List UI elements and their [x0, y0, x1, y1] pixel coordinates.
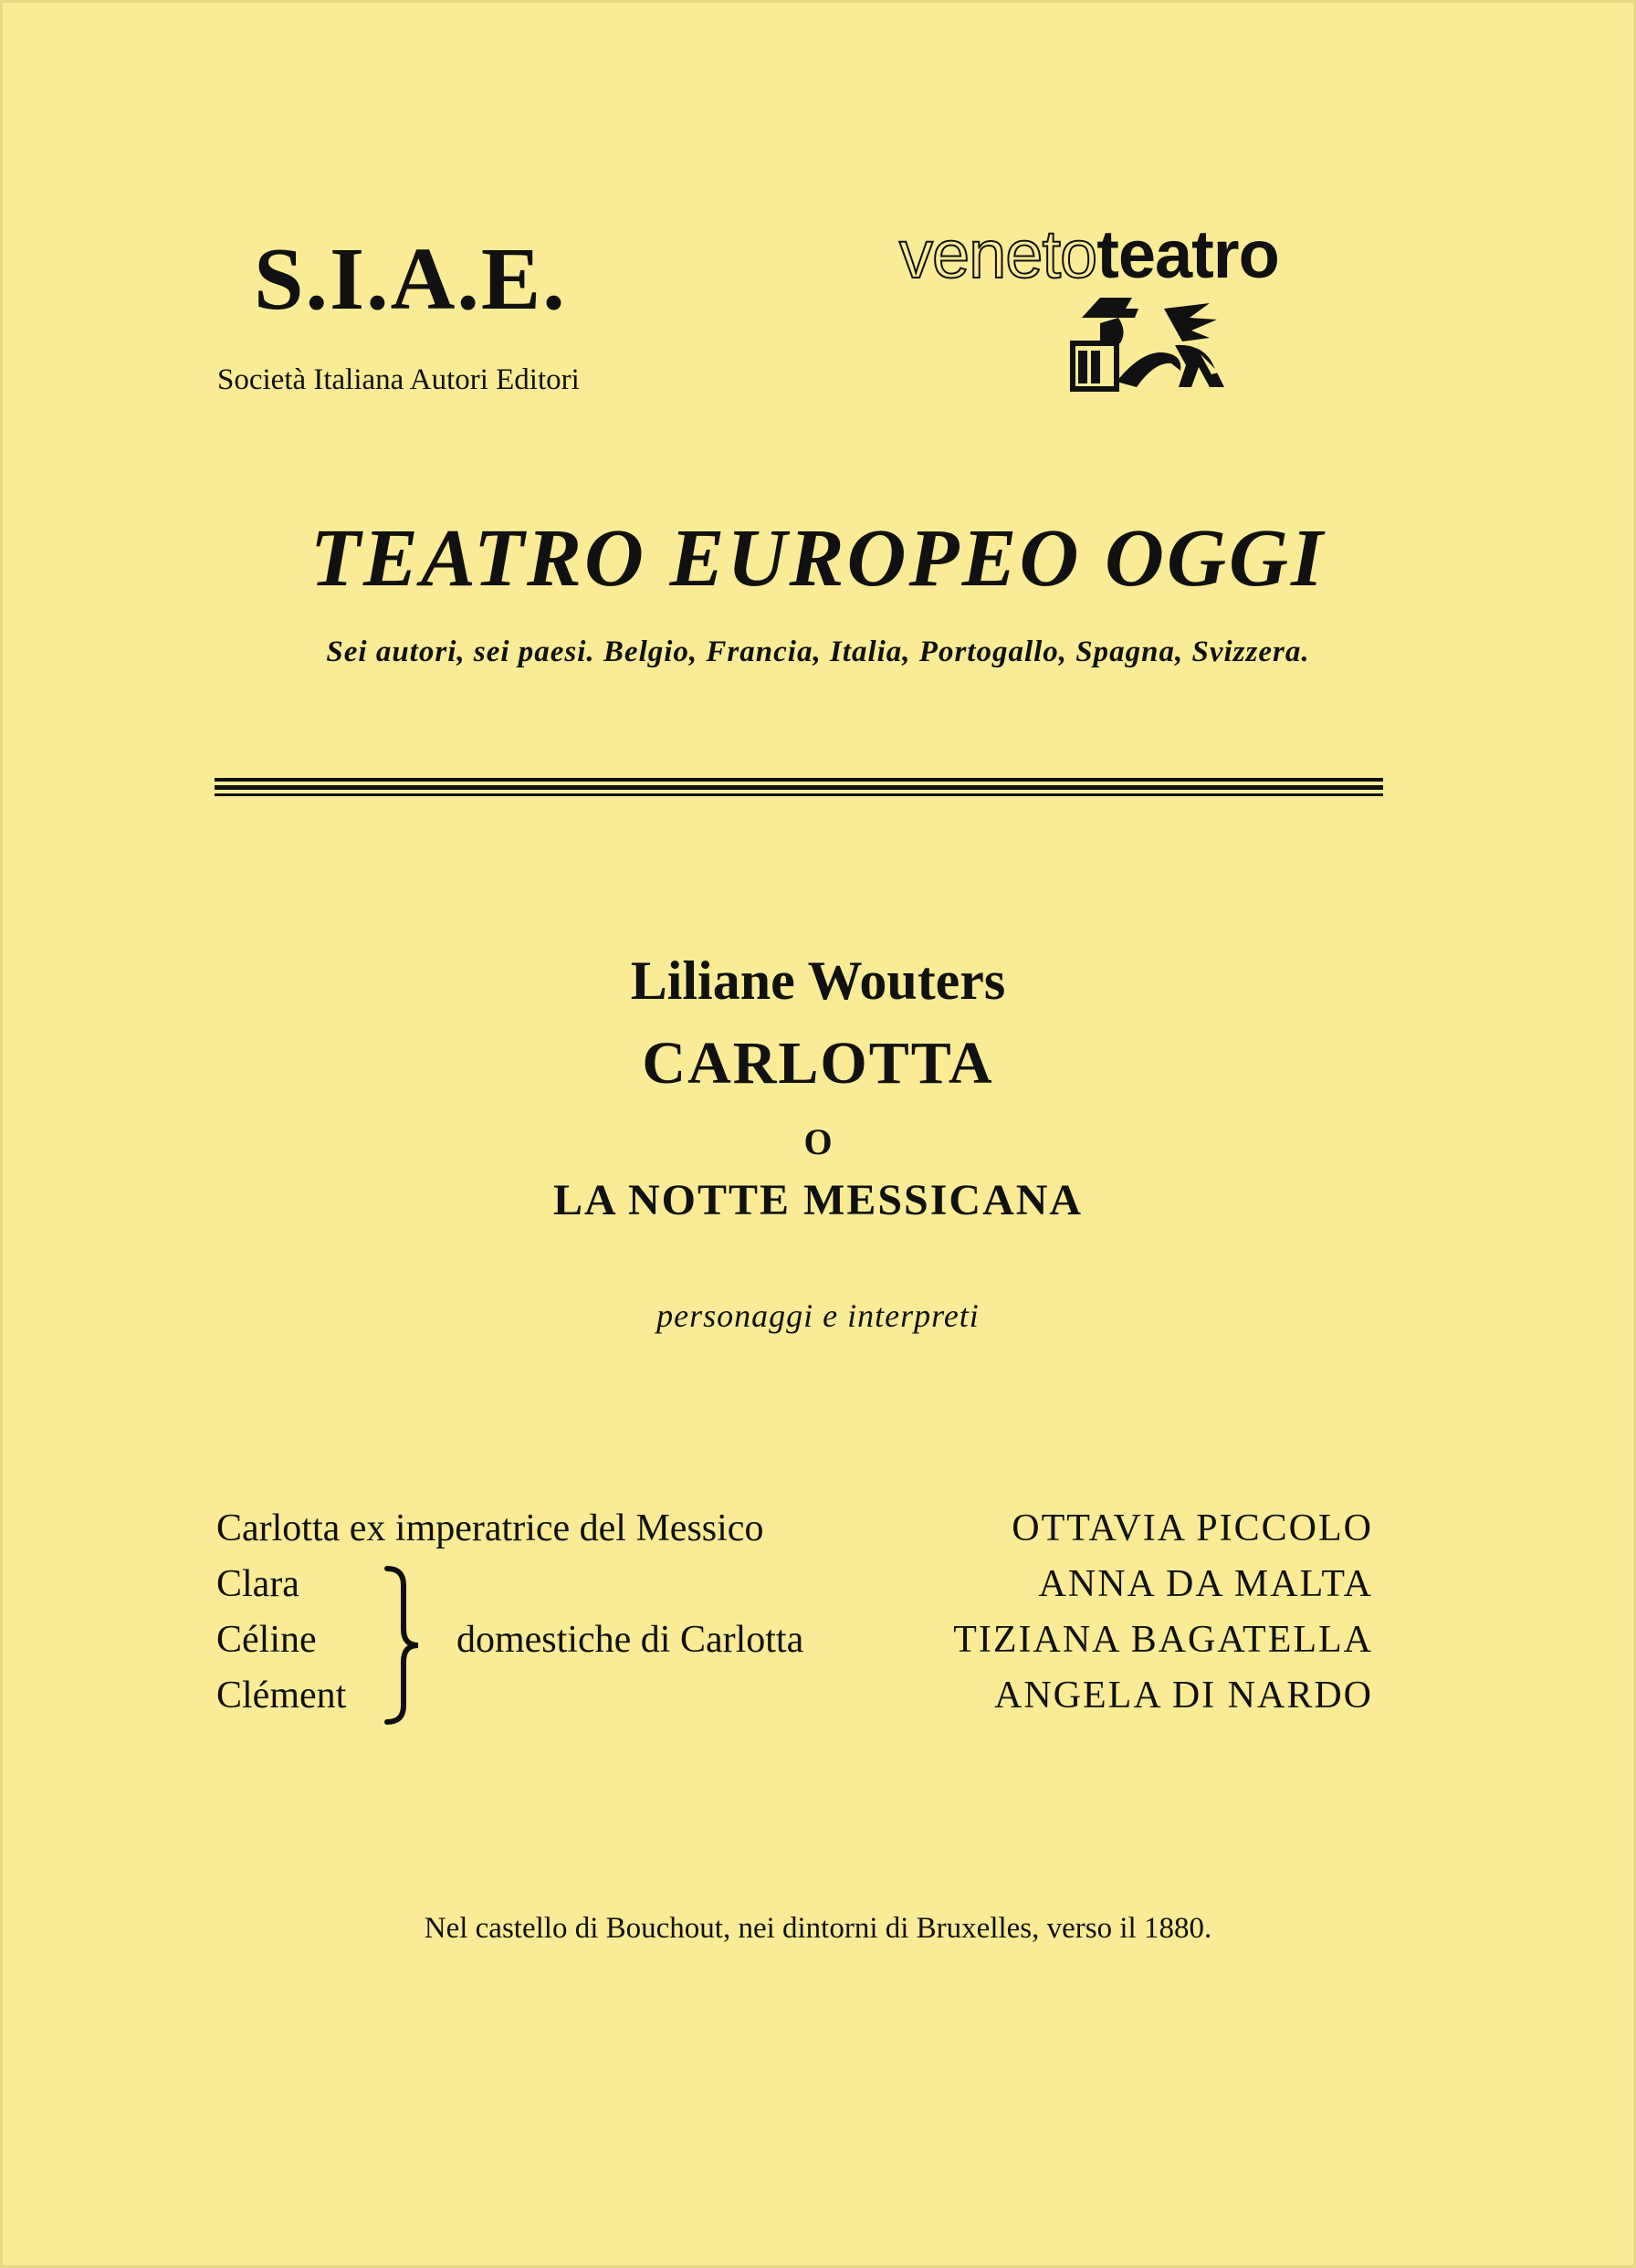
- festival-subtitle: Sei autori, sei paesi. Belgio, Francia, Italia, Portogallo, Spagna, Svizzera.: [326, 635, 1310, 668]
- section-divider: [215, 778, 1383, 798]
- lion-emblem-icon: [1064, 290, 1235, 398]
- logo-word-outline: veneto: [899, 216, 1097, 292]
- siae-acronym: S.I.A.E.: [254, 230, 567, 329]
- cast-actor: ANGELA DI NARDO: [994, 1675, 1373, 1717]
- cast-heading: personaggi e interpreti: [656, 1297, 980, 1334]
- play-subtitle: LA NOTTE MESSICANA: [552, 1176, 1084, 1224]
- cast-role: Céline: [216, 1619, 317, 1661]
- cast-role: Carlotta ex imperatrice del Messico: [216, 1507, 764, 1549]
- cast-actor: ANNA DA MALTA: [1038, 1563, 1373, 1605]
- setting-note: Nel castello di Bouchout, nei dintorni di Bruxelles, verso il 1880.: [424, 1912, 1212, 1945]
- title-conjunction: O: [803, 1121, 833, 1162]
- play-title: CARLOTTA: [642, 1030, 994, 1097]
- festival-title: TEATRO EUROPEO OGGI: [309, 513, 1327, 604]
- cast-role: Clément: [216, 1675, 347, 1717]
- venetoteatro-logo: [899, 215, 1279, 293]
- cast-actor: TIZIANA BAGATELLA: [953, 1619, 1373, 1661]
- cast-actor: OTTAVIA PICCOLO: [1012, 1507, 1373, 1549]
- logo-word-solid: teatro: [1096, 216, 1279, 292]
- cast-role: Clara: [216, 1563, 299, 1605]
- play-author: Liliane Wouters: [630, 950, 1006, 1011]
- cast-group-brace-icon: [382, 1563, 424, 1727]
- siae-full-name: Società Italiana Autori Editori: [217, 363, 580, 396]
- cast-group-label: domestiche di Carlotta: [456, 1619, 804, 1661]
